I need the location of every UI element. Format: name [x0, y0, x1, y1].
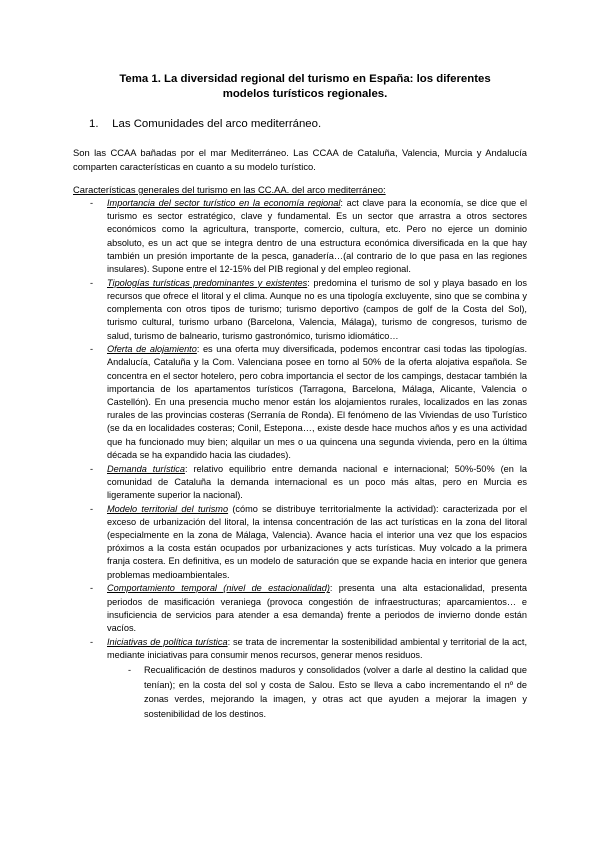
item-text: : act clave para la economía, se dice que el turismo es sector estratégico, clave y fundamental. Es un sector que arrastra a otros sectores económicos como la agricultura, transporte, comercio, cultura, etc. Pero no ejerce un dominio absoluto, es un act que se integra dentro de una estructura económica diversificada en la que hay también un presión importante de la pesca, ganadería…(al contrario de lo que pasa en las regiones insulares). Supone entre el 12-15% del PIB regional y del empleo regional. — [107, 198, 527, 275]
item-text: : predomina el turismo de sol y playa basado en los recursos que ofrece el litoral y el clima. Aunque no es una tipología excluyente, sino que se combina y complementa con otros tipos de turismo; turismo deportivo (campos de golf de la Costa del Sol), turismo cultural, turismo urbano (Barcelona, Valencia, Málaga), turismo de congresos, turismo de salud, turismo de balneario, turismo gastronómico, turismo idiomático… — [107, 277, 527, 341]
item-term: Tipologías turísticas predominantes y existentes — [107, 277, 308, 288]
bullet-dash: - — [90, 583, 94, 594]
bullet-dash: - — [128, 665, 132, 676]
list-item — [90, 636, 527, 721]
bullet-dash: - — [90, 277, 94, 288]
list-item — [90, 463, 527, 503]
section-number: 1. — [89, 118, 99, 130]
item-term: Oferta de alojamiento — [107, 344, 197, 355]
item-term: Comportamiento temporal (nivel de estacionalidad) — [107, 583, 330, 594]
item-term: Modelo territorial del turismo — [107, 503, 229, 514]
bullet-dash: - — [90, 198, 94, 208]
list-item — [90, 503, 527, 582]
item-text: (cómo se distribuye territorialmente la actividad): caracterizada por el exceso de urbanización del litoral, la intensa concentración de las act turísticas en la zona del litoral (especialmente en la zona de Málaga, Valencia). Avance hacia el interior una vez que los espacios próximos a la costa están ocupados por urbanizaciones y acts turísticas. Muy volcado a la primera franja costera. En definitiva, es un modelo de saturación que se expande hacia en interior que genera problemas medioambientales. — [107, 503, 527, 580]
section-heading — [89, 118, 321, 130]
item-text: : es una oferta muy diversificada, podemos encontrar casi todas las tipologías. Andalucía, Cataluña y la Com. Valenciana posee en torno al 50% de la oferta alojativa española. Se concentra en el sector hotelero, pero cobra importancia el sector de los campings, destacar también la importancia de los apartamentos turísticos (Tarragona, Barcelona, Málaga, Alicante, Valencia o Castellón). En una presencia mucho menor están los alojamientos rurales, localizados en las zonas rurales de las provincias costeras (Serranía de Ronda). El fenómeno de las Viviendas de uso Turístico (se da en localidades costeras; Conil, Estepona…, existe desde hace muchos años y es una actividad que ha funcionado muy bien; alquilar un mes o ua quincena una segunda vivienda, pero en la última década se ha expandido hacia las ciudades). — [107, 344, 527, 460]
item-term: Iniciativas de política turística — [107, 636, 228, 647]
bullet-dash: - — [90, 636, 94, 647]
item-term: Demanda turística — [107, 463, 185, 474]
item-term: Importancia del sector turístico en la economía regional — [107, 198, 341, 208]
characteristics-heading: Características generales del turismo en las CC.AA. del arco mediterráneo: — [73, 184, 386, 195]
characteristics-list — [90, 197, 527, 722]
item-text: : relativo equilibrio entre demanda nacional e internacional; 50%-50% (en la comunidad de Cataluña la demanda internacional es un poco más altas, pero en Murcia es ligeramente superior la nacional). — [107, 463, 527, 500]
intro-paragraph: Son las CCAA bañadas por el mar Mediterráneo. Las CCAA de Cataluña, Valencia, Murcia y Andalucía comparten características en cuanto a su modelo turístico. — [73, 147, 527, 172]
section-label: Las Comunidades del arco mediterráneo. — [112, 118, 322, 130]
item-text: : se trata de incrementar la sostenibilidad ambiental y territorial de la act, mediante iniciativas para consumir menos recursos, generar menos residuos. — [107, 636, 527, 660]
bullet-dash: - — [90, 503, 94, 514]
sub-list-item — [128, 663, 527, 721]
item-text: : presenta una alta estacionalidad, presenta periodos de masificación veraniega (provoca congestión de infraestructuras; aparcamientos… e insuficiencia de servicios para atender a esa demanda) frente a periodos de invierno donde están vacíos. — [107, 583, 527, 633]
list-item — [90, 277, 527, 343]
sub-item-text: Recualificación de destinos maduros y consolidados (volver a darle al destino la calidad que tenían); en la costa del sol y costa de Salou. Esto se lleva a cabo incrementando el nº de zonas verdes, mejorando la imagen, y otras act que ayuden a mejorar la imagen y sostenibilidad de los destinos. — [144, 665, 527, 719]
list-item — [90, 197, 527, 276]
sub-list — [128, 663, 527, 721]
document-title: Tema 1. La diversidad regional del turismo en España: los diferentes modelos turísticos regionales. — [119, 73, 491, 100]
bullet-dash: - — [90, 344, 94, 355]
bullet-dash: - — [90, 463, 94, 474]
list-item — [90, 582, 527, 635]
list-item — [90, 343, 527, 462]
